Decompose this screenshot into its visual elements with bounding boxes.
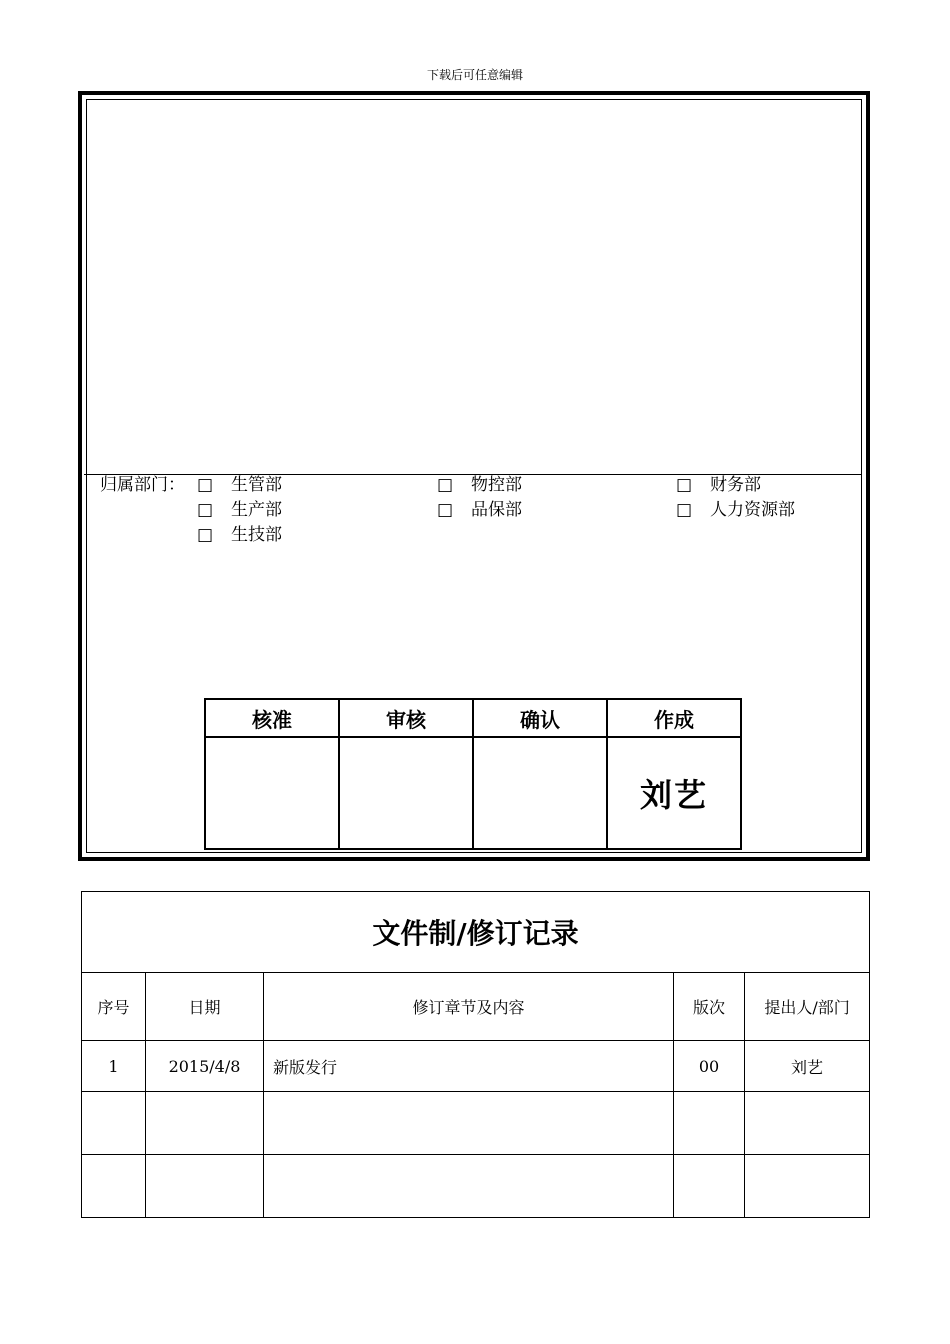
col-header-no: 序号 xyxy=(82,973,146,1041)
dept-option-shengji[interactable] xyxy=(197,523,282,548)
table-row xyxy=(82,1041,870,1092)
dept-option-label: 生技部 xyxy=(231,525,282,545)
dept-option-pinbao[interactable] xyxy=(437,498,522,523)
cell-version[interactable] xyxy=(674,1092,745,1155)
cell-no[interactable] xyxy=(82,1092,146,1155)
cell-proposer[interactable] xyxy=(745,1155,870,1218)
dept-option-renli[interactable] xyxy=(676,498,795,523)
dept-option-wukong[interactable] xyxy=(437,473,522,498)
cell-version[interactable] xyxy=(674,1155,745,1218)
checkbox-icon[interactable]: □ xyxy=(197,475,214,495)
cell-content[interactable] xyxy=(264,1155,674,1218)
cell-no[interactable]: 1 xyxy=(82,1041,146,1092)
dept-option-caiwu[interactable] xyxy=(676,473,761,498)
approval-cell-approve[interactable] xyxy=(205,737,339,849)
author-signature: 刘艺 xyxy=(639,776,708,814)
dept-option-label: 物控部 xyxy=(471,475,522,495)
dept-option-label: 人力资源部 xyxy=(710,500,795,520)
checkbox-icon[interactable]: □ xyxy=(676,475,693,495)
approval-cell-confirm[interactable] xyxy=(473,737,607,849)
col-header-proposer: 提出人/部门 xyxy=(745,973,870,1041)
cell-proposer[interactable] xyxy=(745,1092,870,1155)
checkbox-icon[interactable]: □ xyxy=(197,500,214,520)
cell-date[interactable] xyxy=(146,1092,264,1155)
col-header-date: 日期 xyxy=(146,973,264,1041)
approval-header-author: 作成 xyxy=(607,699,741,737)
dept-option-label: 财务部 xyxy=(710,475,761,495)
dept-option-shengchan[interactable] xyxy=(197,498,282,523)
header-note: 下载后可任意编辑 xyxy=(426,68,523,82)
col-header-version: 版次 xyxy=(674,973,745,1041)
checkbox-icon[interactable]: □ xyxy=(676,500,693,520)
approval-header-review: 审核 xyxy=(339,699,473,737)
cell-date[interactable]: 2015/4/8 xyxy=(146,1041,264,1092)
cell-content[interactable] xyxy=(264,1092,674,1155)
approval-cell-author[interactable] xyxy=(607,737,741,849)
approval-cell-review[interactable] xyxy=(339,737,473,849)
cell-date[interactable] xyxy=(146,1155,264,1218)
dept-option-shengguan[interactable] xyxy=(197,473,282,498)
cell-version[interactable]: 00 xyxy=(674,1041,745,1092)
checkbox-icon[interactable]: □ xyxy=(437,475,454,495)
dept-label: 归属部门： xyxy=(100,475,185,495)
approval-table xyxy=(204,698,742,850)
dept-option-label: 生产部 xyxy=(231,500,282,520)
table-row xyxy=(82,1155,870,1218)
approval-header-confirm: 确认 xyxy=(473,699,607,737)
dept-option-label: 品保部 xyxy=(471,500,522,520)
approval-header-approve: 核准 xyxy=(205,699,339,737)
revision-title: 文件制/修订记录 xyxy=(82,892,870,973)
revision-table xyxy=(81,891,870,1218)
cell-content[interactable]: 新版发行 xyxy=(264,1041,674,1092)
checkbox-icon[interactable]: □ xyxy=(437,500,454,520)
col-header-content: 修订章节及内容 xyxy=(264,973,674,1041)
dept-option-label: 生管部 xyxy=(231,475,282,495)
cell-no[interactable] xyxy=(82,1155,146,1218)
checkbox-icon[interactable]: □ xyxy=(197,525,214,545)
cell-proposer[interactable]: 刘艺 xyxy=(745,1041,870,1092)
table-row xyxy=(82,1092,870,1155)
